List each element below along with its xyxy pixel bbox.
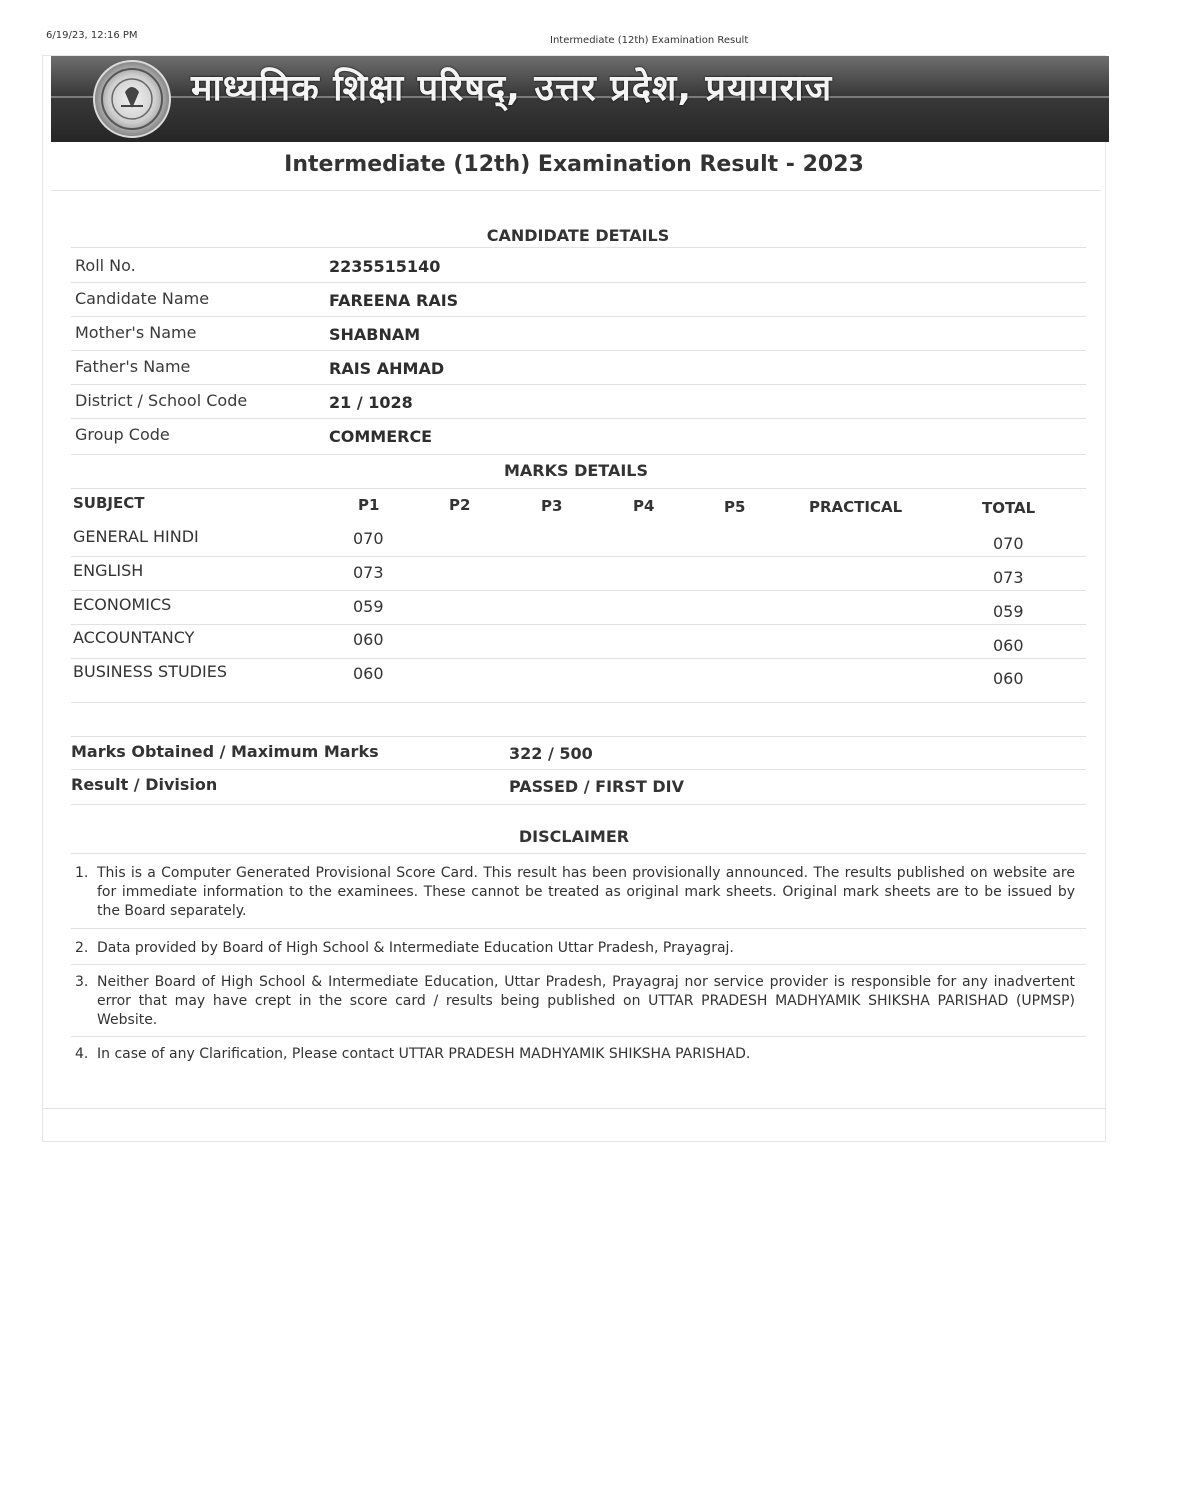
divider	[71, 590, 1086, 591]
divider	[71, 769, 1086, 770]
divider	[71, 964, 1086, 965]
mother-name-label: Mother's Name	[75, 323, 197, 342]
disclaimer-item-number: 2.	[75, 940, 89, 956]
table-row-subject: GENERAL HINDI	[73, 527, 199, 546]
table-row-p1: 060	[353, 664, 384, 683]
divider	[71, 316, 1086, 317]
district-school-code-value: 21 / 1028	[329, 393, 413, 412]
table-row-subject: ACCOUNTANCY	[73, 628, 195, 647]
divider	[71, 454, 1086, 455]
disclaimer-item	[75, 939, 1075, 958]
district-school-code-label: District / School Code	[75, 391, 248, 410]
col-p5-header: P5	[724, 498, 746, 516]
disclaimer-item-text: Data provided by Board of High School & Intermediate Education Uttar Pradesh, Prayagraj.	[97, 940, 734, 956]
mother-name-value: SHABNAM	[329, 325, 421, 344]
result-division-label: Result / Division	[71, 775, 218, 794]
table-row-p1: 060	[353, 630, 384, 649]
board-banner	[51, 56, 1109, 142]
divider	[71, 804, 1086, 805]
table-row-total: 060	[993, 636, 1024, 655]
divider	[43, 1108, 1105, 1109]
col-practical-header: PRACTICAL	[809, 498, 903, 516]
marks-obtained-value: 322 / 500	[509, 744, 593, 763]
divider	[71, 488, 1086, 489]
divider	[71, 736, 1086, 737]
table-row-total: 073	[993, 568, 1024, 587]
table-row-p1: 070	[353, 529, 384, 548]
divider	[71, 282, 1086, 283]
divider	[51, 190, 1101, 191]
divider	[71, 384, 1086, 385]
disclaimer-item-text: In case of any Clarification, Please contact UTTAR PRADESH MADHYAMIK SHIKSHA PARISHAD.	[97, 1046, 751, 1062]
disclaimer-item-number: 4.	[75, 1046, 89, 1062]
board-name: माध्यमिक शिक्षा परिषद्, उत्तर प्रदेश, प्रयागराज	[191, 68, 833, 109]
disclaimer-item-text: Neither Board of High School & Intermediate Education, Uttar Pradesh, Prayagraj nor service provider is responsible for any inadvertent error that may have crept in the score card / results being published on UTTAR PRADESH MADHYAMIK SHIKSHA PARISHAD (UPMSP) Website.	[97, 974, 1075, 1028]
table-row-p1: 059	[353, 597, 384, 616]
disclaimer-item	[75, 864, 1075, 921]
divider	[71, 350, 1086, 351]
table-row-total: 059	[993, 602, 1024, 621]
divider	[71, 702, 1086, 703]
col-p1-header: P1	[358, 496, 380, 514]
result-card	[42, 55, 1106, 1142]
disclaimer-heading: DISCLAIMER	[518, 827, 630, 846]
marks-obtained-label: Marks Obtained / Maximum Marks	[71, 742, 379, 761]
disclaimer-item-text: This is a Computer Generated Provisional Score Card. This result has been provisionally announced. The results published on website are for immediate information to the examinees. These cannot be treated as original mark sheets. Original mark sheets are to be issued by the Board separately.	[97, 865, 1075, 919]
print-datetime: 6/19/23, 12:16 PM	[46, 30, 138, 41]
col-p3-header: P3	[541, 497, 563, 515]
exam-title: Intermediate (12th) Examination Result - 2023	[284, 152, 864, 177]
candidate-details-heading: CANDIDATE DETAILS	[486, 226, 670, 245]
group-code-label: Group Code	[75, 425, 170, 444]
divider	[71, 418, 1086, 419]
divider	[71, 624, 1086, 625]
divider	[71, 1036, 1086, 1037]
table-row-total: 070	[993, 534, 1024, 553]
table-row-subject: ENGLISH	[73, 561, 144, 580]
divider	[71, 928, 1086, 929]
candidate-name-value: FAREENA RAIS	[329, 291, 459, 310]
divider	[71, 247, 1086, 248]
disclaimer-item-number: 3.	[75, 974, 89, 990]
group-code-value: COMMERCE	[329, 427, 433, 446]
table-row-subject: ECONOMICS	[73, 595, 172, 614]
up-govt-seal-icon	[93, 60, 171, 138]
table-row-p1: 073	[353, 563, 384, 582]
disclaimer-item-number: 1.	[75, 865, 89, 881]
table-row-subject: BUSINESS STUDIES	[73, 662, 227, 681]
roll-no-label: Roll No.	[75, 256, 136, 275]
divider	[71, 658, 1086, 659]
marks-details-heading: MARKS DETAILS	[503, 461, 649, 480]
disclaimer-item	[75, 973, 1075, 1030]
divider	[71, 853, 1086, 854]
father-name-value: RAIS AHMAD	[329, 359, 445, 378]
father-name-label: Father's Name	[75, 357, 191, 376]
col-p4-header: P4	[633, 497, 655, 515]
roll-no-value: 2235515140	[329, 257, 441, 276]
print-page-title: Intermediate (12th) Examination Result	[550, 35, 749, 46]
table-row-total: 060	[993, 669, 1024, 688]
candidate-name-label: Candidate Name	[75, 289, 210, 308]
result-division-value: PASSED / FIRST DIV	[509, 777, 684, 796]
col-total-header: TOTAL	[982, 499, 1036, 517]
col-p2-header: P2	[449, 496, 471, 514]
col-subject-header: SUBJECT	[73, 494, 145, 512]
disclaimer-item	[75, 1045, 1075, 1064]
divider	[71, 556, 1086, 557]
